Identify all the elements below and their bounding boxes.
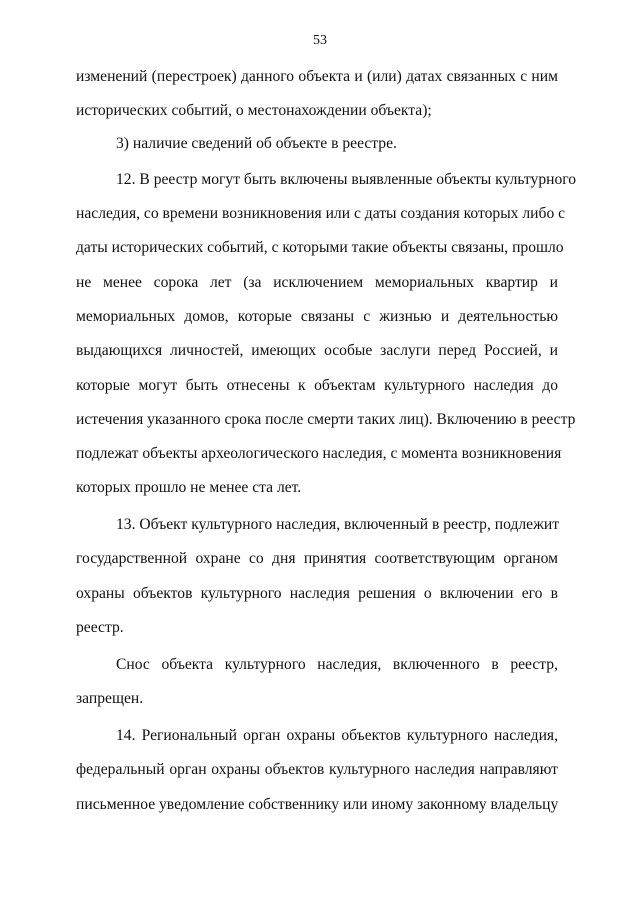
text-line: изменений (перестроек) данного объекта и (или) датах связанных с ним — [76, 68, 558, 85]
text-line: исторических событий, о местонахождении объекта); — [76, 102, 432, 119]
text-line: которые могут быть отнесены к объектам культурного наследия до — [76, 377, 558, 394]
text-line: 14. Региональный орган охраны объектов культурного наследия, — [116, 727, 558, 744]
text-line: подлежат объекты археологического наследия, с момента возникновения — [76, 445, 562, 462]
text-line: Снос объекта культурного наследия, включенного в реестр, — [116, 656, 558, 673]
text-line: государственной охране со дня принятия соответствующим органом — [76, 550, 558, 567]
text-line: запрещен. — [76, 690, 144, 707]
text-line: не менее сорока лет (за исключением мемориальных квартир и — [76, 274, 558, 291]
text-line: даты исторических событий, с которыми такие объекты связаны, прошло — [76, 239, 564, 256]
text-line: 3) наличие сведений об объекте в реестре. — [116, 135, 397, 152]
text-line: охраны объектов культурного наследия решения о включении его в — [76, 585, 558, 602]
text-line: мемориальных домов, которые связаны с жизнью и деятельностью — [76, 308, 558, 325]
page-number: 53 — [313, 33, 327, 48]
text-line: реестр. — [76, 619, 124, 636]
text-line: которых прошло не менее ста лет. — [76, 479, 302, 496]
text-line: 13. Объект культурного наследия, включенный в реестр, подлежит — [116, 516, 560, 533]
text-line: письменное уведомление собственнику или иному законному владельцу — [76, 796, 559, 813]
text-line: федеральный орган охраны объектов культурного наследия направляют — [76, 761, 558, 778]
text-line: 12. В реестр могут быть включены выявленные объекты культурного — [116, 171, 577, 188]
text-line: выдающихся личностей, имеющих особые заслуги перед Россией, и — [76, 342, 558, 359]
text-line: наследия, со времени возникновения или с даты создания которых либо с — [76, 205, 566, 222]
text-line: истечения указанного срока после смерти таких лиц). Включению в реестр — [76, 411, 576, 428]
